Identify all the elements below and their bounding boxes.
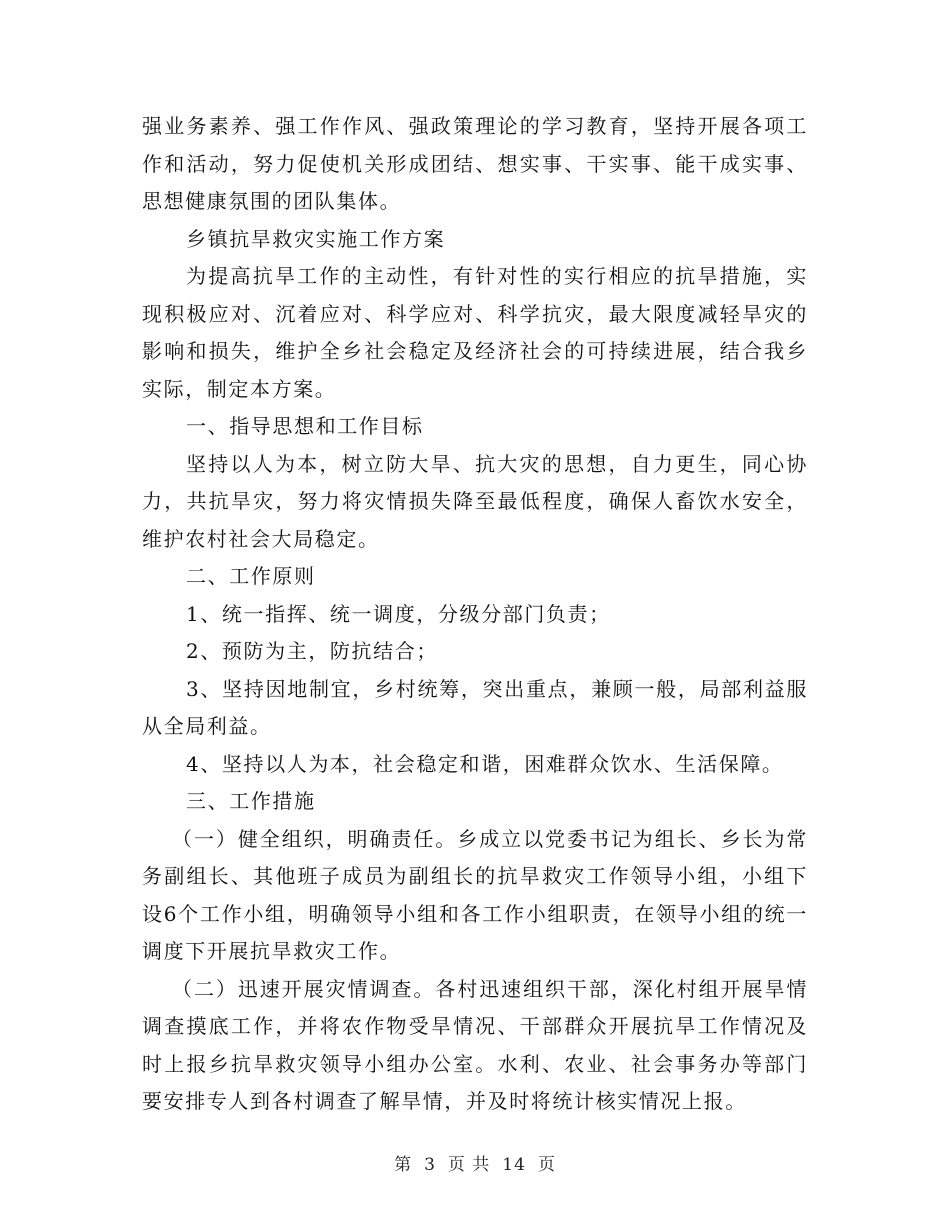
heading-work-principles: 二、工作原则	[186, 564, 316, 588]
page-footer	[0, 1150, 950, 1175]
heading-work-measures: 三、工作措施	[186, 789, 316, 813]
principle-item-4: 4、坚持以人为本，社会稳定和谐，困难群众饮水、生活保障。	[186, 751, 784, 776]
footer-page-number: 3	[424, 1155, 436, 1175]
footer-prefix: 第	[394, 1155, 413, 1175]
footer-middle: 页 共	[447, 1155, 491, 1175]
measure-item-2: （二）迅速开展灾情调查。各村迅速组织干部，深化村组开展旱情调查摸底工作，并将农作物受旱情况、干部群众开展抗旱工作情况及时上报乡抗旱救灾领导小组办公室。水利、农业、社会事务办等部门要安排专人到各村调查了解旱情，并及时将统计核实情况上报。	[142, 976, 808, 1113]
measure-item-1: （一）健全组织，明确责任。乡成立以党委书记为组长、乡长为常务副组长、其他班子成员为副组长的抗旱救灾工作领导小组，小组下设6个工作小组，明确领导小组和各工作小组职责，在领导小组的统一调度下开展抗旱救灾工作。	[142, 826, 808, 963]
section-title: 乡镇抗旱救灾实施工作方案	[186, 226, 446, 251]
paragraph-guiding-thought: 坚持以人为本，树立防大旱、抗大灾的思想，自力更生，同心协力，共抗旱灾，努力将灾情损失降至最低程度，确保人畜饮水安全，维护农村社会大局稳定。	[142, 451, 808, 551]
principle-item-3: 3、坚持因地制宜，乡村统筹，突出重点，兼顾一般，局部利益服从全局利益。	[142, 676, 808, 738]
footer-suffix: 页	[537, 1155, 556, 1175]
document-body	[142, 108, 808, 1121]
paragraph-intro: 为提高抗旱工作的主动性，有针对性的实行相应的抗旱措施，实现积极应对、沉着应对、科学应对、科学抗灾，最大限度减轻旱灾的影响和损失，维护全乡社会稳定及经济社会的可持续进展，结合我乡实际，制定本方案。	[142, 264, 808, 401]
footer-total-pages: 14	[502, 1155, 526, 1175]
paragraph-continuation: 强业务素养、强工作作风、强政策理论的学习教育，坚持开展各项工作和活动，努力促使机关形成团结、想实事、干实事、能干成实事、思想健康氛围的团队集体。	[142, 114, 808, 213]
heading-guiding-thought: 一、指导思想和工作目标	[186, 414, 424, 438]
principle-item-1: 1、统一指挥、统一调度，分级分部门负责；	[186, 601, 611, 626]
principle-item-2: 2、预防为主，防抗结合；	[186, 639, 438, 663]
